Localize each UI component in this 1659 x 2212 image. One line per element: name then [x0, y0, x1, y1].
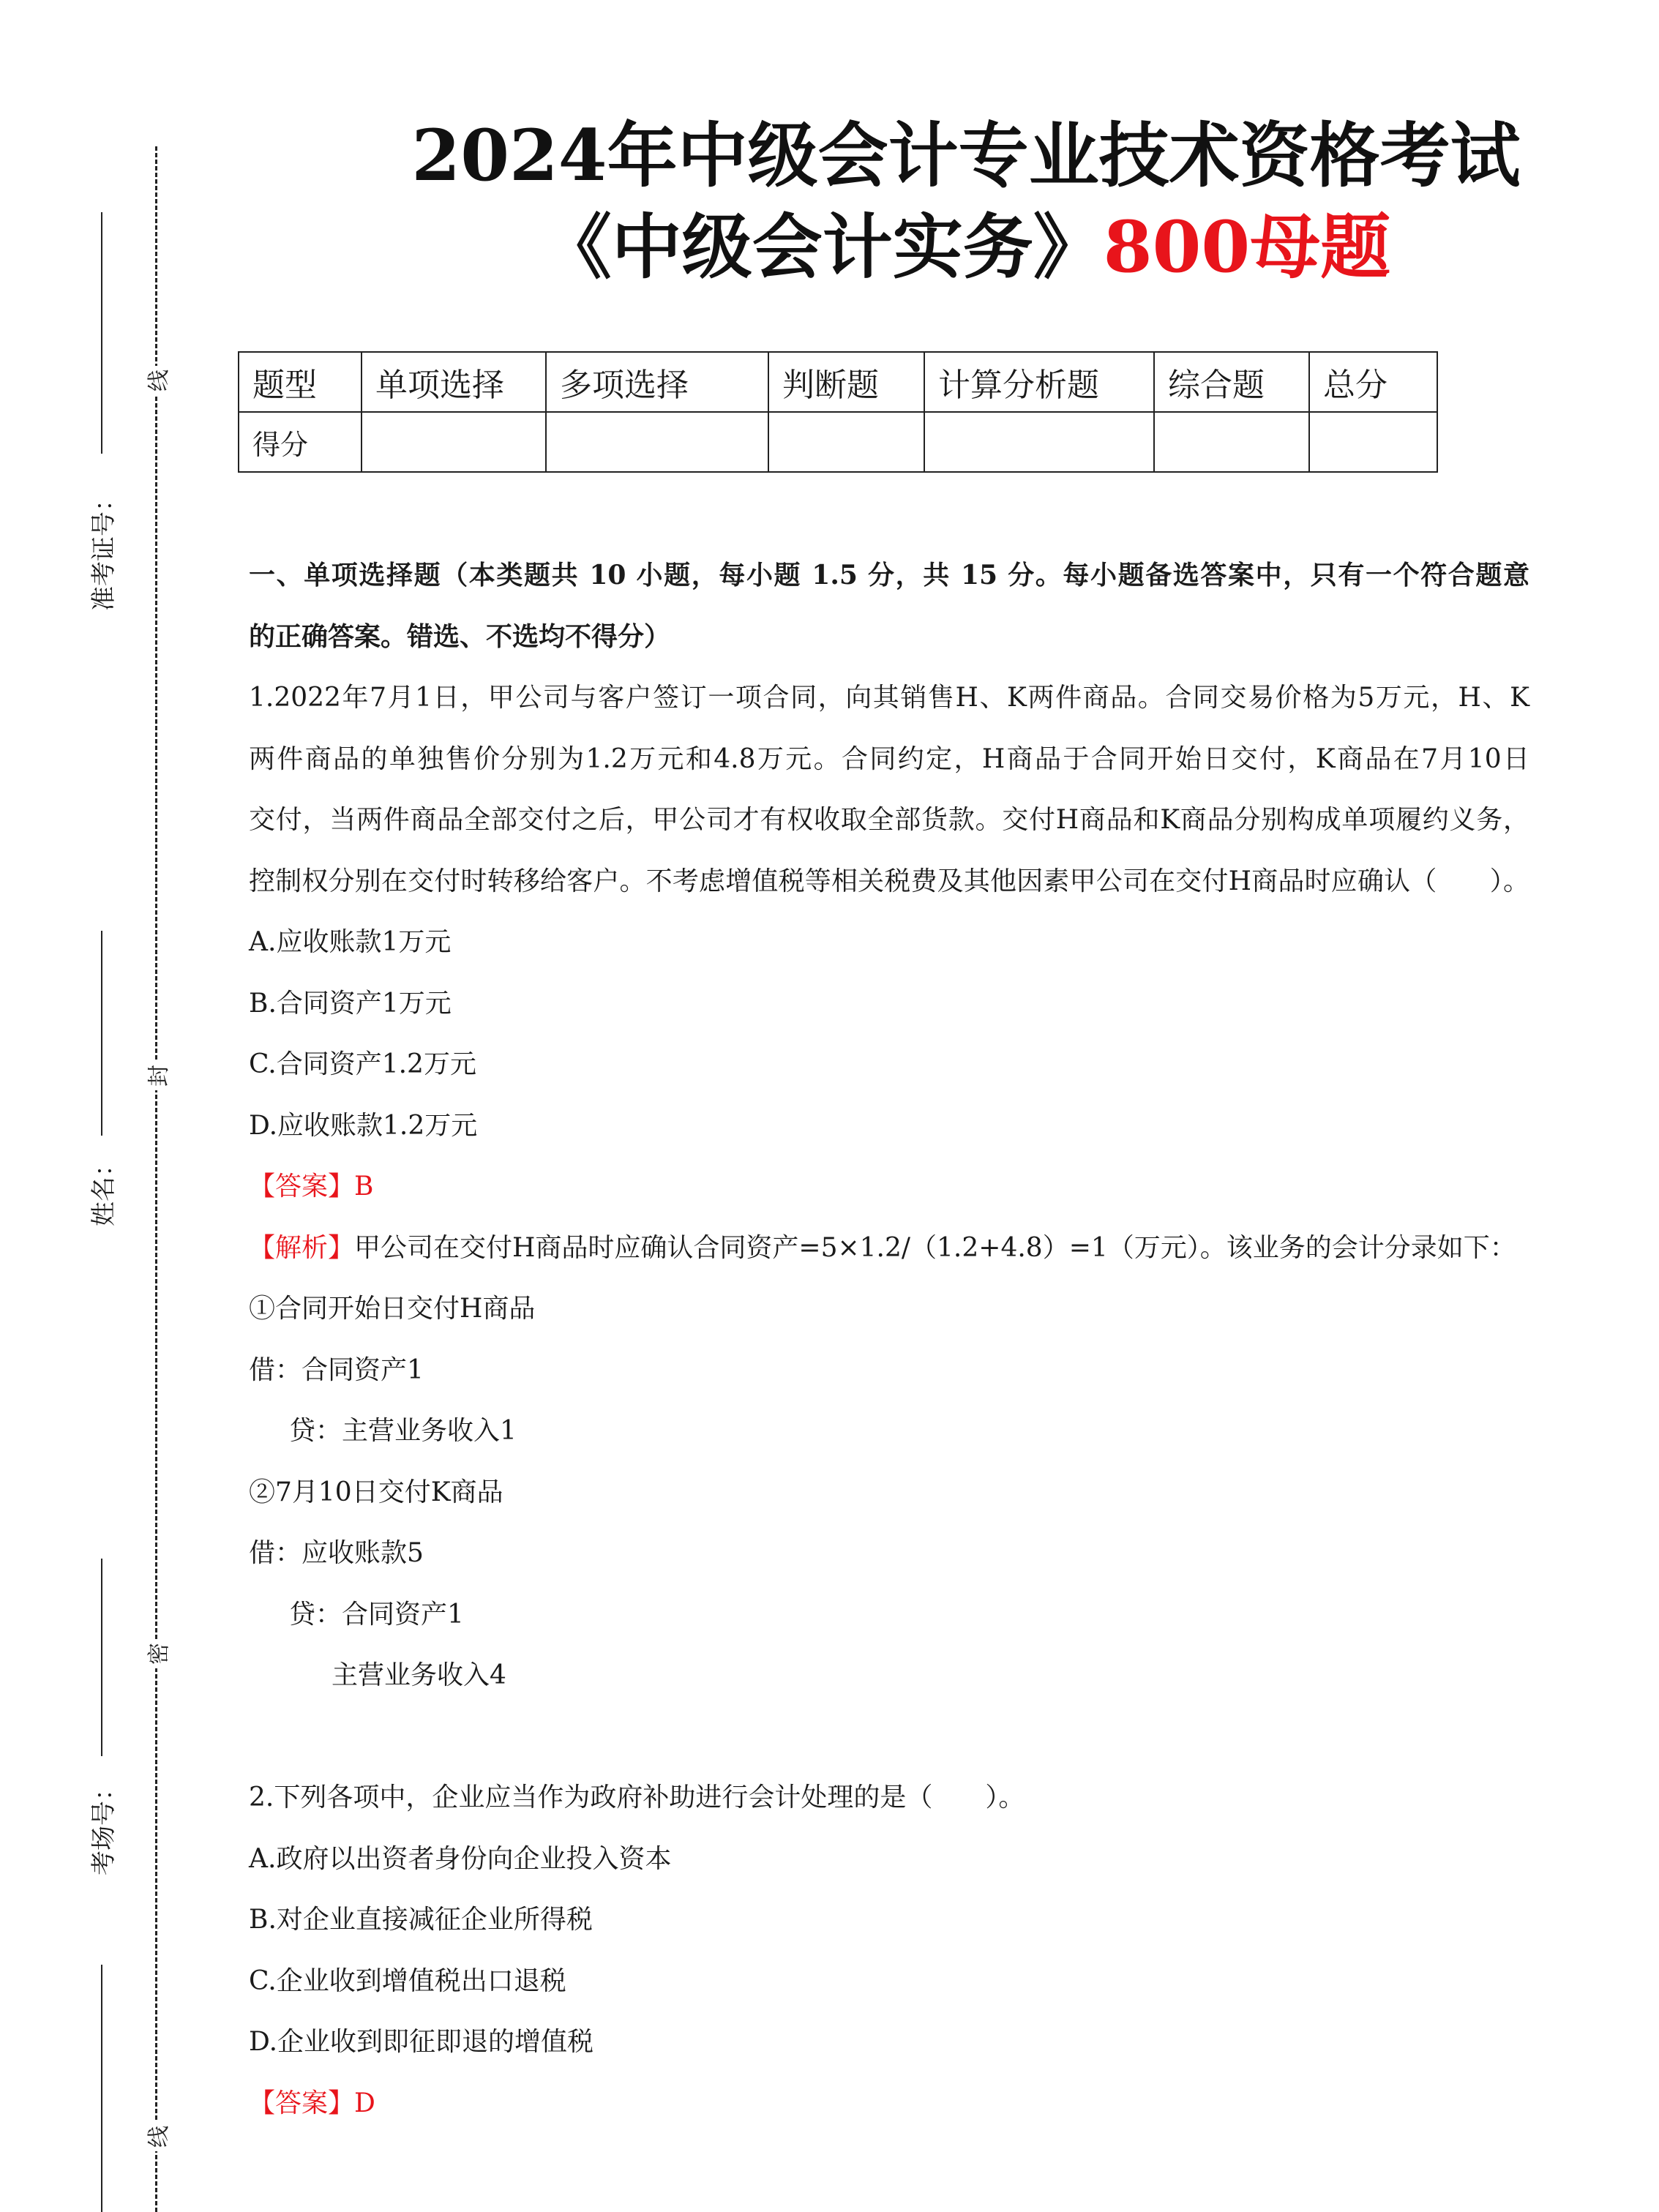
binding-mark-xian-bottom: 线	[149, 2122, 165, 2151]
title-red-part: 800母题	[1103, 206, 1391, 288]
q1-stem-line: 两件商品的单独售价分别为1.2万元和4.8万元。合同约定，H商品于合同开始日交付，K商品在7月10日	[249, 743, 1529, 774]
score-cell	[924, 412, 1154, 472]
score-cell	[768, 412, 924, 472]
q1-option-a: A.应收账款1万元	[249, 927, 452, 957]
q2-stem: 2.下列各项中，企业应当作为政府补助进行会计处理的是（ ）。	[249, 1782, 1025, 1812]
room-label: 考场号：	[89, 1776, 119, 1875]
question-content	[249, 545, 1529, 2134]
score-cell	[546, 412, 768, 472]
q1-entry-credit: 贷：合同资产1	[289, 1599, 464, 1630]
q1-analysis	[249, 1218, 1529, 1279]
answer-value: B	[354, 1171, 374, 1201]
room-underline	[101, 1559, 102, 1756]
score-cell	[362, 412, 546, 472]
question-spacer	[249, 1706, 1529, 1768]
binding-mark-mi: 密	[149, 1639, 165, 1668]
exam-id-label: 准考证号：	[89, 487, 119, 611]
score-row-label: 得分	[239, 412, 362, 472]
q1-option-d: D.应收账款1.2万元	[249, 1110, 478, 1141]
q1-entry-debit: 借：合同资产1	[249, 1354, 424, 1385]
q1-entry-debit: 借：应收账款5	[249, 1538, 424, 1568]
answer-tag: 【答案】	[249, 2088, 355, 2118]
q1-entry-heading: ②7月10日交付K商品	[249, 1477, 503, 1507]
answer-value: D	[354, 2088, 375, 2118]
title-line-1: 2024年中级会计专业技术资格考试	[411, 114, 1521, 197]
score-cell	[1309, 412, 1437, 472]
q2-option-a: A.政府以出资者身份向企业投入资本	[249, 1843, 672, 1874]
q2-answer	[249, 2073, 1529, 2134]
col-single-choice: 单项选择	[362, 352, 546, 412]
q1-entry-credit: 主营业务收入4	[332, 1660, 506, 1690]
name-underline	[101, 931, 102, 1136]
q1-option-b: B.合同资产1万元	[249, 988, 452, 1019]
q2-option-c: C.企业收到增值税出口退税	[249, 1965, 566, 1996]
q1-stem-line: 控制权分别在交付时转移给客户。不考虑增值税等相关税费及其他因素甲公司在交付H商品时应确认（ ）。	[249, 866, 1529, 896]
q1-entry-heading: ①合同开始日交付H商品	[249, 1294, 536, 1324]
col-true-false: 判断题	[768, 352, 924, 412]
title-book-name: 《中级会计实务》	[541, 206, 1104, 288]
name-label: 姓名：	[89, 1152, 119, 1226]
score-header-row	[239, 352, 1437, 412]
col-type: 题型	[239, 352, 362, 412]
title-line-2	[241, 206, 1659, 288]
q1-stem-line: 交付，当两件商品全部交付之后，甲公司才有权收取全部货款。交付H商品和K商品分别构成单项履约义务，	[249, 805, 1529, 835]
score-cell	[1154, 412, 1309, 472]
analysis-text: 甲公司在交付H商品时应确认合同资产=5×1.2/（1.2+4.8）=1（万元）。该业务的会计分录如下：	[354, 1232, 1516, 1263]
q1-entry-credit: 贷：主营业务收入1	[289, 1416, 517, 1446]
q1-answer	[249, 1156, 1529, 1218]
q1-option-c: C.合同资产1.2万元	[249, 1049, 476, 1079]
col-total: 总分	[1309, 352, 1437, 412]
col-multi-choice: 多项选择	[546, 352, 768, 412]
q2-option-b: B.对企业直接减征企业所得税	[249, 1905, 593, 1935]
q2-option-d: D.企业收到即征即退的增值税	[249, 2027, 594, 2057]
score-value-row	[239, 412, 1437, 472]
binding-mark-xian-top: 线	[149, 366, 165, 395]
score-table	[238, 351, 1438, 473]
exam-id-underline	[101, 212, 102, 454]
section-heading-line-2: 的正确答案。错选、不选均不得分）	[249, 621, 671, 652]
answer-tag: 【答案】	[249, 1171, 355, 1201]
analysis-tag: 【解析】	[249, 1232, 355, 1263]
section-heading-line-1: 一、单项选择题（本类题共 10 小题，每小题 1.5 分，共 15 分。每小题备选答案中，只有一个符合题意	[249, 560, 1529, 591]
q1-stem-line: 1.2022年7月1日，甲公司与客户签订一项合同，向其销售H、K两件商品。合同交易价格为5万元，H、K	[249, 683, 1529, 713]
col-calculation: 计算分析题	[924, 352, 1154, 412]
binding-mark-feng: 封	[149, 1061, 165, 1090]
binding-dashed-line	[155, 146, 157, 2212]
bottom-underline	[101, 1965, 102, 2212]
col-comprehensive: 综合题	[1154, 352, 1309, 412]
